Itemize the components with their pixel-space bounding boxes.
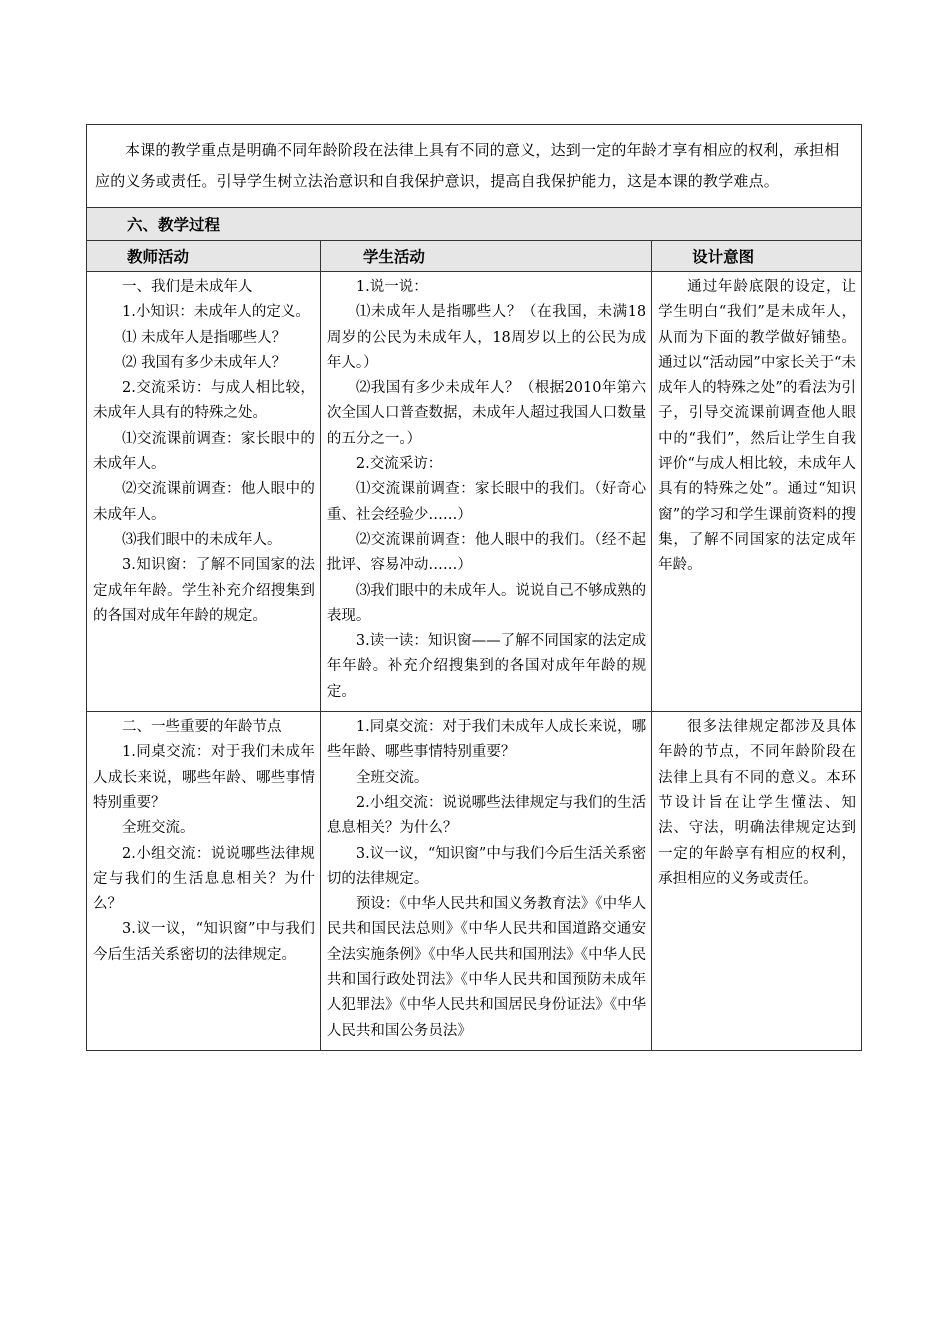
student-cell [320,272,651,712]
header-student: 学生活动 [320,241,651,272]
section-cell [87,208,862,241]
column-header-row [87,241,862,272]
design-line: 很多法律规定都涉及具体年龄的节点，不同年龄阶段在法律上具有不同的意义。本环节设计旨在让学生懂法、知法、守法，明确法律规定达到一定的年龄享有相应的权利，承担相应的义务或责任。 [658,719,856,887]
student-line: ⑵交流课前调查：他人眼中的我们。（经不起批评、容易冲动……） [326,531,647,574]
document-page [86,124,862,1051]
teacher-cell [87,712,321,1051]
teacher-line: ⑴交流课前调查：家长眼中的未成年人。 [93,430,315,473]
teacher-line: ⑵交流课前调查：他人眼中的未成年人。 [93,481,315,523]
student-line: ⑵我国有多少未成年人？（根据2010年第六次全国人口普查数据，未成年人超过我国人口数量的五分之一。） [326,380,647,447]
student-line: 2.交流采访： [355,456,443,473]
header-teacher: 教师活动 [87,241,321,272]
student-line: 预设：《中华人民共和国义务教育法》《中华人民共和国民法总则》《中华人民共和国道路交通安全法实施条例》《中华人民共和国刑法》《中华人民共和国行政处罚法》《中华人民共和国预防未成年人犯罪法》《中华人民共和国居民身份证法》《中华人民共和国公务员法》 [326,896,647,1039]
student-line: ⑶我们眼中的未成年人。说说自己不够成熟的表现。 [326,582,647,624]
student-line: 2.小组交流：说说哪些法律规定与我们的生活息息相关？为什么？ [326,794,647,837]
teacher-line: 3.知识窗：了解不同国家的法定成年年龄。学生补充介绍搜集到的各国对成年年龄的规定。 [93,557,315,624]
teacher-line: 2.小组交流：说说哪些法律规定与我们的生活息息相关？为什么？ [93,845,315,913]
student-line: ⑴未成年人是指哪些人？（在我国，未满18周岁的公民为未成年人，18周岁以上的公民为成年人。） [326,304,647,371]
design-cell [652,272,862,712]
header-design: 设计意图 [652,241,862,272]
teacher-line: ⑵ 我国有多少未成年人？ [122,354,287,371]
table-row [87,712,862,1051]
teacher-line: 二、一些重要的年龄节点 [122,719,282,736]
design-line: 通过年龄底限的设定，让学生明白“我们”是未成年人，从而为下面的教学做好铺垫。通过以“活动园”中家长关于“未成年人的特殊之处”的看法为引子，引导交流课前调查他人眼中的“我们”，然后让学生自我评价“与成人相比较，未成年人具有的特殊之处”。通过“知识窗”的学习和学生课前资料的搜集，了解不同国家的法定成年年龄。 [658,279,856,574]
teacher-line: 1.小知识：未成年人的定义。 [122,304,310,321]
student-line: 3.议一议，“知识窗”中与我们今后生活关系密切的法律规定。 [326,845,647,887]
design-cell [652,712,862,1051]
teacher-cell [87,272,321,712]
lesson-plan-table [86,124,862,1051]
student-line: 1.说一说： [355,279,428,295]
teacher-line: 全班交流。 [122,820,195,837]
teacher-line: ⑶我们眼中的未成年人。 [122,531,282,548]
intro-paragraph: 本课的教学重点是明确不同年龄阶段在法律上具有不同的意义，达到一定的年龄才享有相应的权利，承担相应的义务或责任。引导学生树立法治意识和自我保护意识，提高自我保护能力，这是本课的教学难点。 [95,141,840,190]
section-title: 六、教学过程 [127,216,221,234]
teacher-line: 2.交流采访：与成人相比较，未成年人具有的特殊之处。 [93,380,315,422]
teacher-line: 3.议一议，“知识窗”中与我们今后生活关系密切的法律规定。 [93,921,315,963]
student-line: 1.同桌交流：对于我们未成年人成长来说，哪些年龄、哪些事情特别重要？ [326,719,647,761]
teacher-line: ⑴ 未成年人是指哪些人？ [122,329,287,346]
student-line: 3.读一读：知识窗——了解不同国家的法定成年年龄。补充介绍搜集到的各国对成年年龄的规定。 [326,633,647,700]
table-row [87,272,862,712]
student-line: 全班交流。 [355,769,429,786]
intro-cell [87,125,862,208]
student-line: ⑴交流课前调查：家长眼中的我们。（好奇心重、社会经验少……） [326,481,647,523]
teacher-line: 1.同桌交流：对于我们未成年人成长来说，哪些年龄、哪些事情特别重要？ [93,744,315,811]
student-cell [320,712,651,1051]
teacher-line: 一、我们是未成年人 [122,279,253,295]
intro-row [87,125,862,208]
section-row [87,208,862,241]
